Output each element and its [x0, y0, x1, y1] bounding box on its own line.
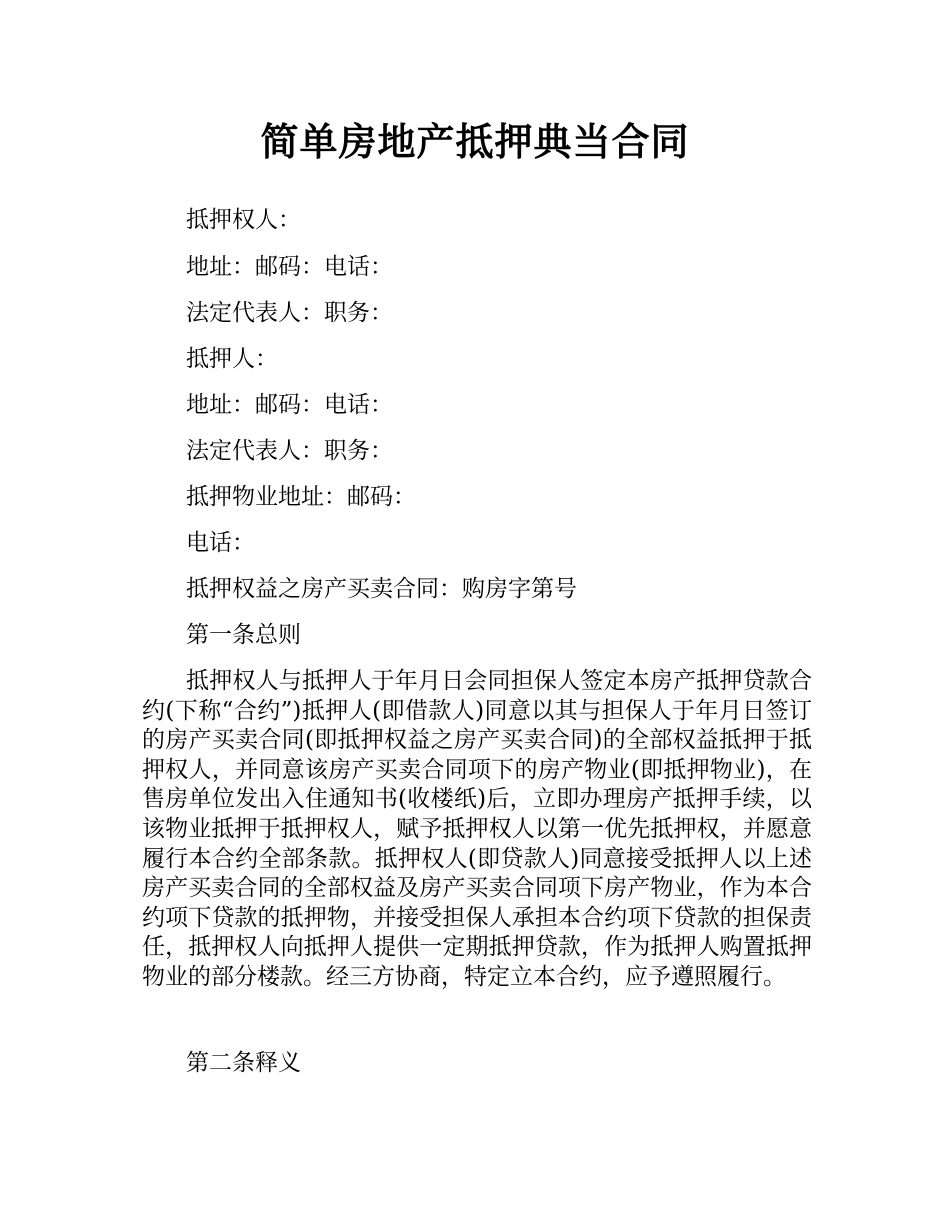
- section-1-paragraph: 抵押权人与抵押人于年月日会同担保人签定本房产抵押贷款合约(下称“合约”)抵押人(即借款人)同意以其与担保人于年月日签订的房产买卖合同(即抵押权益之房产买卖合同)的全部权益抵押于抵押权人，并同意该房产买卖合同项下的房产物业(即抵押物业)，在售房单位发出入住通知书(收楼纸)后，立即办理房产抵押手续，以该物业抵押于抵押权人，赋予抵押权人以第一优先抵押权，并愿意履行本合约全部条款。抵押权人(即贷款人)同意接受抵押人以上述房产买卖合同的全部权益及房产买卖合同项下房产物业，作为本合约项下贷款的抵押物，并接受担保人承担本合约项下贷款的担保责任，抵押权人向抵押人提供一定期抵押贷款，作为抵押人购置抵押物业的部分楼款。经三方协商，特定立本合约，应予遵照履行。: [142, 668, 812, 990]
- purchase-contract-field: 抵押权益之房产买卖合同：购房字第号: [186, 576, 577, 602]
- mortgagor-address-field: 地址：邮码：电话：: [186, 392, 393, 418]
- mortgagee-field: 抵押权人：: [186, 207, 301, 233]
- section-1-heading: 第一条总则: [186, 622, 301, 648]
- mortgagor-legal-rep-field: 法定代表人：职务：: [186, 438, 393, 464]
- section-2-heading: 第二条释义: [186, 1050, 301, 1076]
- mortgagee-address-field: 地址：邮码：电话：: [186, 254, 393, 280]
- property-address-field: 抵押物业地址：邮码：: [186, 484, 416, 510]
- document-title: 简单房地产抵押典当合同: [260, 120, 690, 164]
- phone-field: 电话：: [186, 530, 255, 556]
- mortgagor-field: 抵押人：: [186, 346, 278, 372]
- mortgagee-legal-rep-field: 法定代表人：职务：: [186, 300, 393, 326]
